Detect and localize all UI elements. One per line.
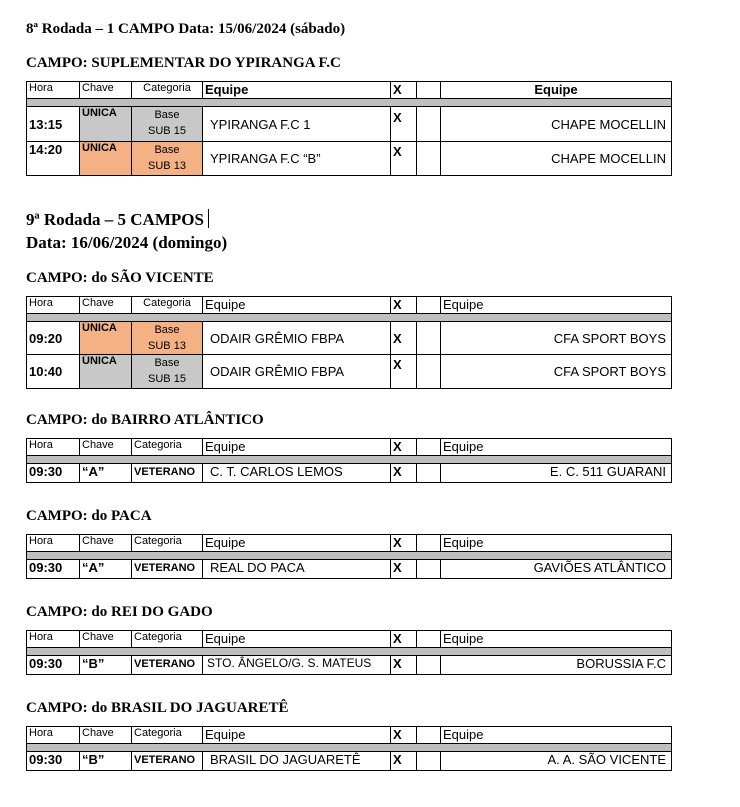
table-row [27,560,672,579]
schedule-table [26,534,672,579]
header-equipe-b: Equipe [441,297,672,314]
row-chave: ÚNICA [80,142,132,176]
table-header-row [27,727,672,744]
header-hora: Hora [27,82,80,99]
header-x: X [391,727,417,744]
row-blank [417,464,441,483]
row-blank [417,355,441,389]
text-cursor [208,209,209,228]
row-chave: “B” [80,752,132,771]
table-row [27,322,672,355]
row-x: X [391,464,417,483]
header-blank [417,82,441,99]
table-header-row [27,535,672,552]
row-chave: “A” [80,560,132,579]
row-chave: ÚNICA [80,107,132,142]
header-chave: Chave [80,297,132,314]
header-categoria: Categoria [132,631,203,648]
row-equipe-a: C. T. CARLOS LEMOS [203,464,391,483]
row-hora: 14:20 [27,142,80,176]
round-9-title [26,209,209,230]
table-row [27,464,672,483]
header-hora: Hora [27,727,80,744]
header-equipe-b: Equipe [441,535,672,552]
round-9-date: Data: 16/06/2024 (domingo) [26,233,228,252]
row-equipe-b: A. A. SÃO VICENTE [441,752,672,771]
schedule-table [26,296,672,389]
header-categoria: Categoria [132,439,203,456]
row-x: X [391,142,417,176]
row-chave: “A” [80,464,132,483]
header-blank [417,297,441,314]
header-categoria: Categoria [132,727,203,744]
categoria-line1: Base [154,109,180,121]
header-equipe-a: Equipe [203,297,391,314]
row-hora: 09:30 [27,752,80,771]
table-header-row [27,297,672,314]
campo-title: CAMPO: do PACA [26,508,152,524]
row-blank [417,560,441,579]
header-categoria: Categoria [132,297,203,314]
header-blank [417,439,441,456]
categoria-line2: SUB 15 [148,125,186,137]
header-hora: Hora [27,631,80,648]
row-x: X [391,322,417,355]
categoria-line2: SUB 13 [148,340,186,352]
table-header-row [27,439,672,456]
header-hora: Hora [27,297,80,314]
row-blank [417,322,441,355]
separator-row [27,456,672,464]
header-blank [417,727,441,744]
row-equipe-b: CHAPE MOCELLIN [441,142,672,176]
header-chave: Chave [80,535,132,552]
categoria-line1: Base [154,324,180,336]
campo-title: CAMPO: do SÃO VICENTE [26,270,214,286]
row-chave: ÚNICA [80,322,132,355]
header-equipe-a: Equipe [203,535,391,552]
header-x: X [391,439,417,456]
row-categoria [132,142,203,176]
row-x: X [391,355,417,389]
row-x: X [391,107,417,142]
header-hora: Hora [27,439,80,456]
separator-row [27,552,672,560]
table-row [27,142,672,176]
header-equipe-a: Equipe [203,439,391,456]
row-hora: 09:30 [27,464,80,483]
row-hora: 09:30 [27,656,80,675]
header-equipe-b: Equipe [441,439,672,456]
table-row [27,656,672,675]
table-row [27,752,672,771]
separator-row [27,99,672,107]
row-equipe-b: GAVIÕES ATLÂNTICO [441,560,672,579]
row-categoria [132,322,203,355]
table-row [27,107,672,142]
header-equipe-b: Equipe [441,631,672,648]
row-blank [417,656,441,675]
schedule-table [26,438,672,483]
campo-title: CAMPO: do BAIRRO ATLÂNTICO [26,412,264,428]
categoria-line2: SUB 15 [148,373,186,385]
header-chave: Chave [80,82,132,99]
header-categoria: Categoria [132,535,203,552]
header-equipe-b: Equipe [441,82,672,99]
row-categoria [132,107,203,142]
header-x: X [391,297,417,314]
row-equipe-a: ODAIR GRÊMIO FBPA [203,322,391,355]
header-chave: Chave [80,631,132,648]
campo-title: CAMPO: SUPLEMENTAR DO YPIRANGA F.C [26,55,341,71]
row-chave: ÚNICA [80,355,132,389]
separator-row [27,744,672,752]
row-equipe-a: ODAIR GRÊMIO FBPA [203,355,391,389]
table-row [27,355,672,389]
row-equipe-a: REAL DO PACA [203,560,391,579]
row-equipe-b: BORUSSIA F.C [441,656,672,675]
header-chave: Chave [80,439,132,456]
categoria-line2: SUB 13 [148,160,186,172]
table-header-row [27,631,672,648]
row-hora: 09:20 [27,322,80,355]
campo-title: CAMPO: do BRASIL DO JAGUARETÊ [26,700,289,716]
header-equipe-a: Equipe [203,727,391,744]
row-hora: 09:30 [27,560,80,579]
round-8-title: 8ª Rodada – 1 CAMPO Data: 15/06/2024 (sábado) [26,21,346,37]
header-equipe-a: Equipe [203,631,391,648]
categoria-line1: Base [154,144,180,156]
header-hora: Hora [27,535,80,552]
row-categoria [132,355,203,389]
header-equipe-b: Equipe [441,727,672,744]
header-blank [417,535,441,552]
row-equipe-b: CFA SPORT BOYS [441,355,672,389]
header-x: X [391,82,417,99]
row-categoria: VETERANO [132,656,203,675]
separator-row [27,314,672,322]
row-blank [417,752,441,771]
row-equipe-b: CHAPE MOCELLIN [441,107,672,142]
row-equipe-b: CFA SPORT BOYS [441,322,672,355]
row-categoria: VETERANO [132,464,203,483]
campo-title: CAMPO: do REI DO GADO [26,604,213,620]
row-x: X [391,656,417,675]
row-categoria: VETERANO [132,560,203,579]
header-equipe-a: Equipe [203,82,391,99]
row-blank [417,107,441,142]
row-chave: “B” [80,656,132,675]
row-equipe-a: STO. ÂNGELO/G. S. MATEUS [203,656,391,675]
row-blank [417,142,441,176]
header-chave: Chave [80,727,132,744]
row-hora: 10:40 [27,355,80,389]
schedule-table [26,726,672,771]
schedule-table [26,630,672,675]
row-equipe-a: YPIRANGA F.C “B” [203,142,391,176]
header-x: X [391,631,417,648]
header-blank [417,631,441,648]
header-categoria: Categoria [132,82,203,99]
separator-row [27,648,672,656]
row-equipe-a: YPIRANGA F.C 1 [203,107,391,142]
header-x: X [391,535,417,552]
schedule-table [26,81,672,176]
row-x: X [391,752,417,771]
round-9-title-line1: 9ª Rodada – 5 CAMPOS [26,210,204,229]
row-categoria: VETERANO [132,752,203,771]
table-header-row [27,82,672,99]
categoria-line1: Base [154,357,180,369]
row-hora: 13:15 [27,107,80,142]
row-equipe-a: BRASIL DO JAGUARETÊ [203,752,391,771]
row-x: X [391,560,417,579]
row-equipe-b: E. C. 511 GUARANI [441,464,672,483]
